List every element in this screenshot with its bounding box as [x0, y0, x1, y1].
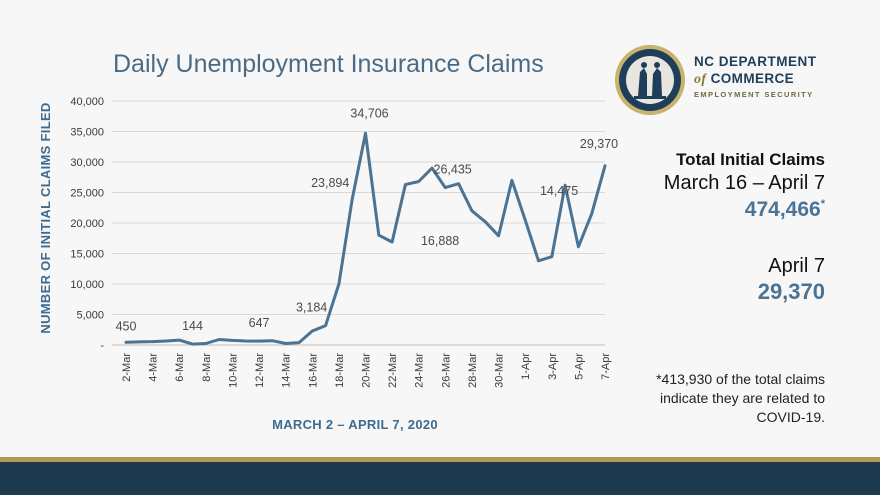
y-tick-labels: [70, 96, 104, 352]
x-tick-label: 1-Apr: [520, 353, 533, 380]
y-tick-label: 30,000: [70, 157, 104, 169]
nc-seal-logo: [614, 44, 686, 116]
data-label: 34,706: [350, 106, 389, 121]
data-label: 16,888: [420, 233, 460, 248]
org-subtitle: EMPLOYMENT SECURITY: [694, 89, 814, 99]
x-axis-title: MARCH 2 – APRIL 7, 2020: [272, 417, 438, 432]
org-name-line2: [694, 72, 817, 87]
org-name-of: of: [694, 71, 707, 87]
y-axis-title: NUMBER OF INITIAL CLAIMS FILED: [38, 102, 53, 334]
x-tick-labels: [121, 353, 612, 388]
data-label: 3,184: [295, 300, 328, 315]
footer-bar: [0, 462, 880, 495]
x-tick-label: 30-Mar: [493, 353, 506, 388]
gridlines: [112, 101, 605, 345]
latest-day-label: April 7: [768, 255, 825, 277]
org-name-commerce: COMMERCE: [706, 70, 795, 86]
x-tick-label: 5-Apr: [573, 353, 586, 380]
total-claims-number: 474,466: [744, 198, 821, 221]
y-tick-label: 5,000: [76, 309, 104, 322]
x-tick-label: 6-Mar: [174, 353, 187, 382]
org-name-line1: NC DEPARTMENT: [694, 54, 817, 69]
x-tick-label: 14-Mar: [280, 353, 293, 388]
y-tick-label: 15,000: [70, 248, 104, 261]
total-claims-value: [745, 198, 825, 222]
data-label: 26,435: [433, 162, 472, 177]
data-label: 23,894: [311, 176, 350, 191]
x-tick-label: 3-Apr: [546, 353, 559, 380]
x-tick-label: 26-Mar: [440, 353, 453, 388]
x-tick-label: 18-Mar: [333, 353, 346, 388]
x-tick-label: 7-Apr: [600, 353, 612, 380]
y-tick-label: -: [100, 340, 104, 352]
data-label: 144: [182, 319, 203, 334]
organization-name: [694, 55, 817, 98]
y-tick-label: 10,000: [70, 279, 104, 291]
y-tick-label: 20,000: [70, 218, 104, 230]
x-tick-label: 2-Mar: [121, 353, 133, 382]
data-label: 647: [248, 316, 270, 331]
total-claims-date-range: March 16 – April 7: [663, 172, 825, 194]
x-tick-label: 28-Mar: [466, 353, 479, 388]
x-tick-label: 4-Mar: [147, 353, 160, 382]
data-label: 14,475: [539, 184, 579, 199]
y-tick-label: 40,000: [70, 96, 104, 108]
x-tick-label: 8-Mar: [200, 353, 213, 382]
x-tick-label: 16-Mar: [307, 353, 320, 388]
data-label: 29,370: [579, 136, 619, 151]
x-tick-label: 24-Mar: [413, 353, 426, 388]
series-line-path: [126, 133, 605, 344]
covid-footnote: *413,930 of the total claims indicate they are related to COVID-19.: [656, 371, 825, 425]
x-tick-label: 22-Mar: [387, 353, 400, 388]
y-tick-label: 25,000: [70, 187, 104, 200]
latest-day-value: 29,370: [757, 279, 825, 304]
total-claims-asterisk: *: [820, 198, 825, 210]
y-tick-label: 35,000: [70, 126, 104, 139]
chart-title: Daily Unemployment Insurance Claims: [113, 50, 544, 78]
total-claims-heading: Total Initial Claims: [676, 150, 825, 169]
x-tick-label: 10-Mar: [227, 353, 240, 388]
x-tick-label: 20-Mar: [360, 353, 373, 388]
x-tick-label: 12-Mar: [254, 353, 267, 388]
data-label: 450: [115, 319, 137, 334]
series-line: [126, 133, 605, 344]
